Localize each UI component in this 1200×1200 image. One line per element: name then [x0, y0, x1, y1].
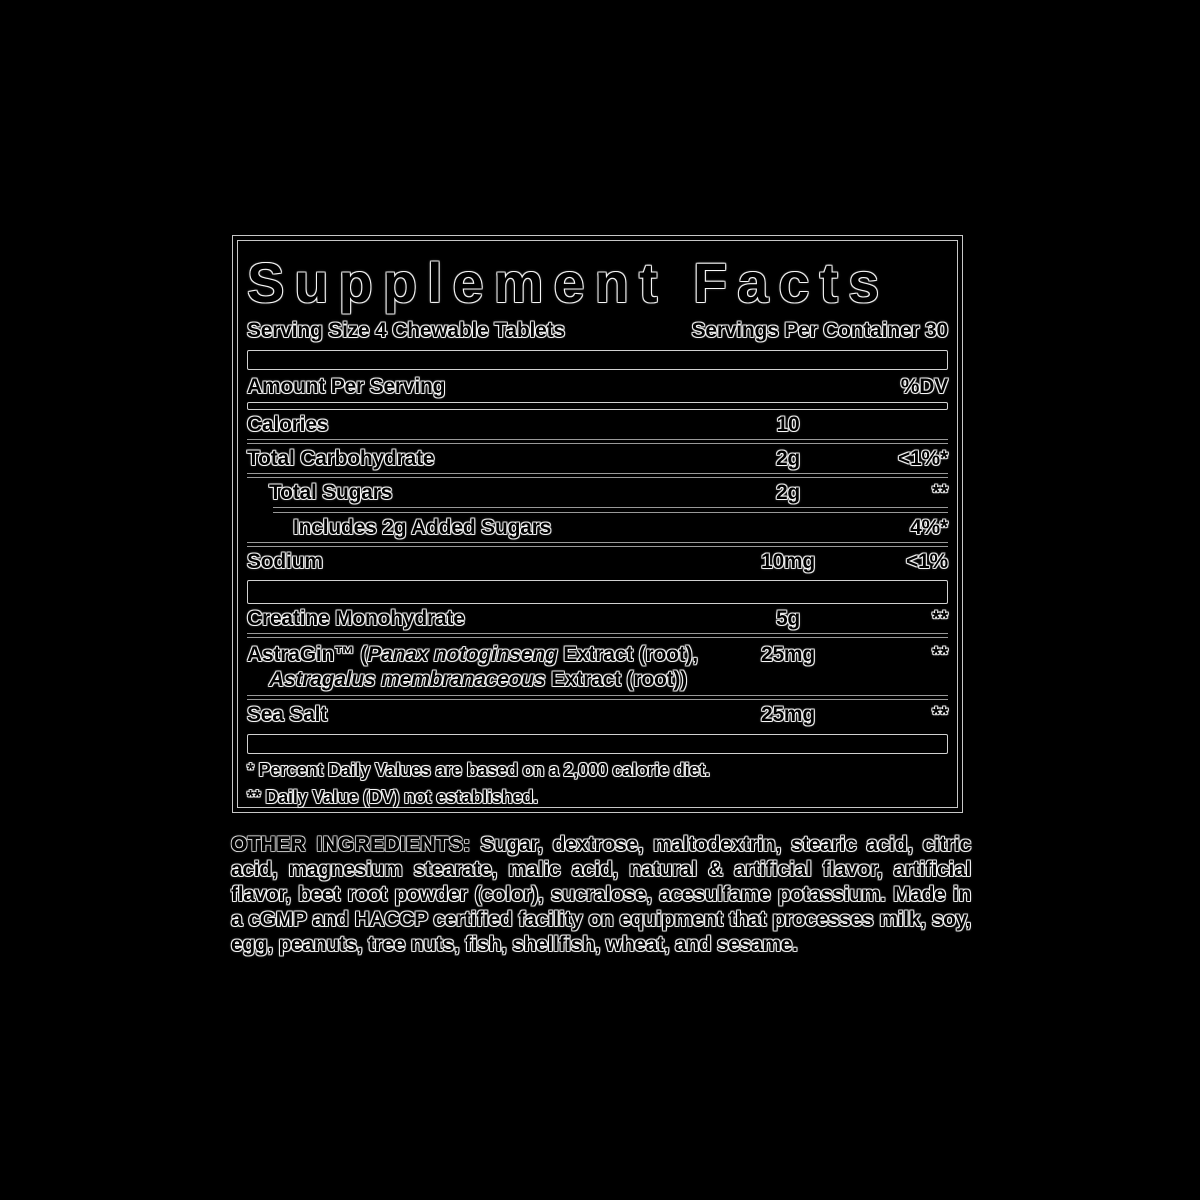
row-dv: ** [932, 643, 948, 667]
row-dv: 4%* [910, 515, 948, 539]
amount-per-serving-header: Amount Per Serving [247, 374, 446, 398]
row-name: Total Sugars [269, 481, 393, 505]
other-ingredients-lead-in: OTHER INGREDIENTS: [231, 833, 471, 856]
row-dv: ** [932, 481, 948, 505]
thick-bar-header [247, 402, 948, 410]
row-amount: 25mg [760, 643, 816, 667]
supplement-facts-panel [233, 236, 962, 812]
row-amount: 2g [775, 481, 801, 505]
other-ingredients-paragraph [231, 832, 971, 957]
other-ingredients-text: Sugar, dextrose, maltodextrin, stearic acid, citric acid, magnesium stearate, malic acid, natural & artificial flavor, artificial flavor, beet root powder (color), sucralose, acesulfame potassium. Made in a cGMP and HACCP certified facility on equipment that processes milk, soy, egg, peanuts, tree nuts, fish, shellfish, wheat, and sesame. [231, 833, 971, 956]
ingredient-row-sea-salt [247, 700, 948, 729]
row-amount: 5g [775, 607, 801, 631]
nutrient-row-total-sugars [247, 478, 948, 507]
nutrient-row-added-sugars [247, 513, 948, 542]
nutrient-row-calories [247, 410, 948, 439]
dv-header: %DV [900, 374, 948, 398]
row-name: Calories [247, 412, 329, 436]
thick-bar-middle [247, 580, 948, 604]
thick-bar-bottom [247, 734, 948, 754]
row-amount: 10mg [760, 549, 816, 573]
ingredient-row-astragin [247, 638, 948, 695]
row-dv: <1% [905, 549, 948, 573]
row-name: Sea Salt [247, 703, 328, 727]
row-name: Total Carbohydrate [247, 447, 435, 471]
row-amount: 25mg [760, 703, 816, 727]
astragin-latin-2: Astragalus membranaceous [269, 668, 546, 692]
astragin-extract: Extract (root), [557, 643, 698, 667]
ingredient-row-creatine [247, 604, 948, 633]
row-name: Includes 2g Added Sugars [293, 515, 552, 539]
facts-title: Supplement Facts [247, 251, 890, 314]
row-amount: 2g [775, 447, 801, 471]
row-dv: <1%* [898, 447, 948, 471]
servings-per-container: Servings Per Container 30 [691, 319, 948, 342]
row-name [247, 642, 728, 692]
row-dv: ** [932, 607, 948, 631]
serving-size: Serving Size 4 Chewable Tablets [247, 319, 565, 342]
thick-bar-top [247, 350, 948, 370]
row-name: Creatine Monohydrate [247, 607, 465, 631]
astragin-latin-1: Panax notoginseng [367, 643, 558, 667]
row-dv: ** [932, 703, 948, 727]
astragin-name: AstraGin™ ( [247, 643, 368, 667]
footnote-dv-not-established: ** Daily Value (DV) not established. [247, 786, 538, 807]
footnote-percent-dv: * Percent Daily Values are based on a 2,000 calorie diet. [247, 759, 710, 780]
nutrient-row-total-carbohydrate [247, 444, 948, 473]
row-amount: 10 [776, 412, 800, 436]
astragin-extract-2: Extract (root)) [545, 668, 687, 692]
column-header-row [247, 375, 948, 399]
serving-row [247, 318, 948, 344]
nutrient-row-sodium [247, 547, 948, 576]
row-name: Sodium [247, 549, 323, 573]
